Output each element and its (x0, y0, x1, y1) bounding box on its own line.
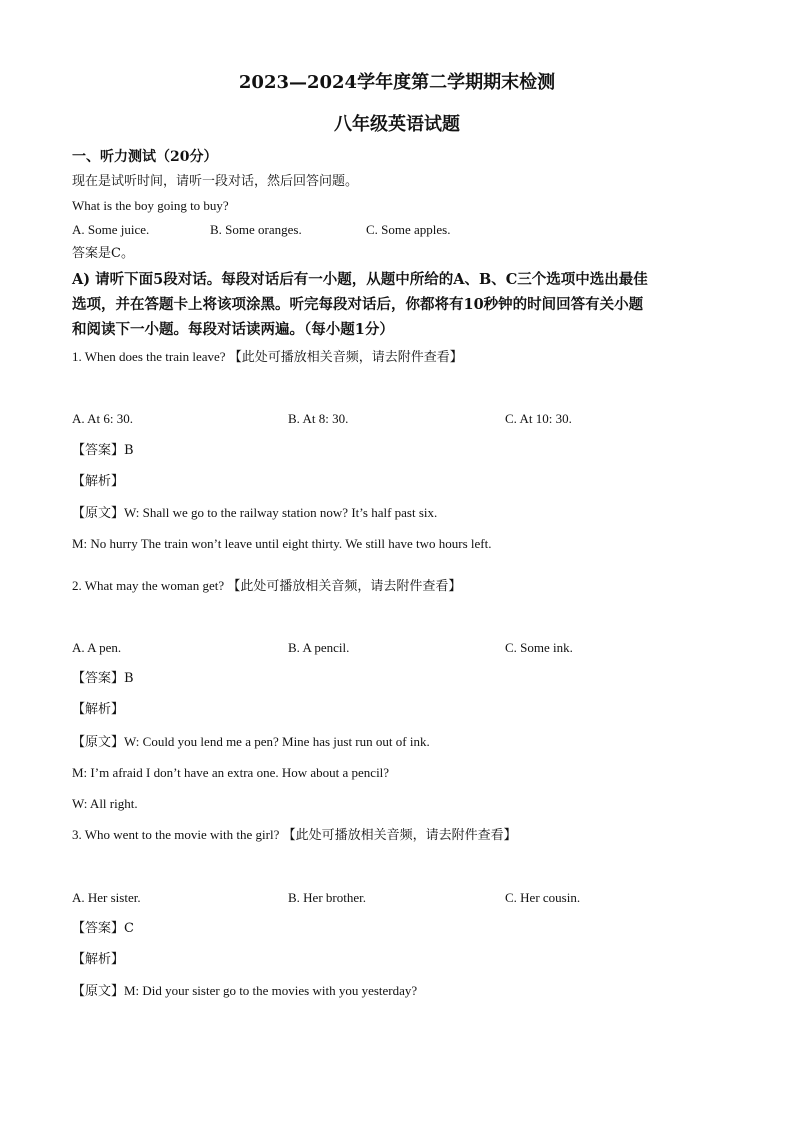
question-1-answer: 【答案】B (72, 443, 134, 458)
question-3-option-a: A. Her sister. (72, 890, 141, 905)
sample-intro: 现在是试听时间，请听一段对话，然后回答问题。 (72, 174, 359, 189)
sample-option-c: C. Some apples. (366, 222, 451, 237)
question-2-transcript-1: 【原文】W: Could you lend me a pen? Mine has just run out of ink. (72, 734, 430, 749)
question-1-transcript-1: 【原文】W: Shall we go to the railway station now? It’s half past six. (72, 505, 438, 520)
question-1-stem: 1. When does the train leave? 【此处可播放相关音频，请去附件查看】 (72, 349, 463, 364)
question-2-transcript-2: M: I’m afraid I don’t have an extra one. How about a pencil? (72, 765, 390, 780)
question-1-analysis: 【解析】 (72, 474, 125, 489)
question-3-option-c: C. Her cousin. (505, 890, 581, 905)
question-2-analysis: 【解析】 (72, 702, 125, 717)
exam-title: 2023—2024学年度第二学期期末检测 (238, 72, 556, 93)
question-3-stem: 3. Who went to the movie with the girl? 【此处可播放相关音频，请去附件查看】 (72, 827, 517, 842)
question-1-option-c: C. At 10: 30. (505, 411, 572, 426)
sample-option-b: B. Some oranges. (210, 222, 302, 237)
question-3-transcript-1: 【原文】M: Did your sister go to the movies with you yesterday? (72, 983, 418, 998)
instructions-line-2: 选项，并在答题卡上将该项涂黑。听完每段对话后，你都将有10秒钟的时间回答有关小题 (72, 296, 644, 313)
question-2-option-c: C. Some ink. (505, 640, 573, 655)
question-3-analysis: 【解析】 (72, 952, 125, 967)
question-2-answer: 【答案】B (72, 671, 134, 686)
question-3-option-b: B. Her brother. (288, 890, 366, 905)
question-2-transcript-3: W: All right. (72, 796, 138, 811)
instructions-line-3: 和阅读下一小题。每段对话读两遍。（每小题1分） (72, 321, 394, 338)
question-3-answer: 【答案】C (72, 921, 134, 936)
instructions-line-1: A) 请听下面5段对话。每段对话后有一小题，从题中所给的A、B、C三个选项中选出最佳 (72, 271, 648, 288)
question-2-option-b: B. A pencil. (288, 640, 350, 655)
question-1-option-b: B. At 8: 30. (288, 411, 349, 426)
question-2-option-a: A. A pen. (72, 640, 122, 655)
sample-answer: 答案是C。 (72, 246, 134, 261)
question-2-stem: 2. What may the woman get? 【此处可播放相关音频，请去附件查看】 (72, 578, 462, 593)
question-1-option-a: A. At 6: 30. (72, 411, 134, 426)
section-heading: 一、听力测试（20分） (72, 149, 218, 165)
exam-subtitle: 八年级英语试题 (334, 114, 460, 135)
question-1-transcript-2: M: No hurry The train won’t leave until eight thirty. We still have two hours left. (72, 536, 492, 551)
sample-question: What is the boy going to buy? (72, 198, 229, 213)
sample-option-a: A. Some juice. (72, 222, 150, 237)
